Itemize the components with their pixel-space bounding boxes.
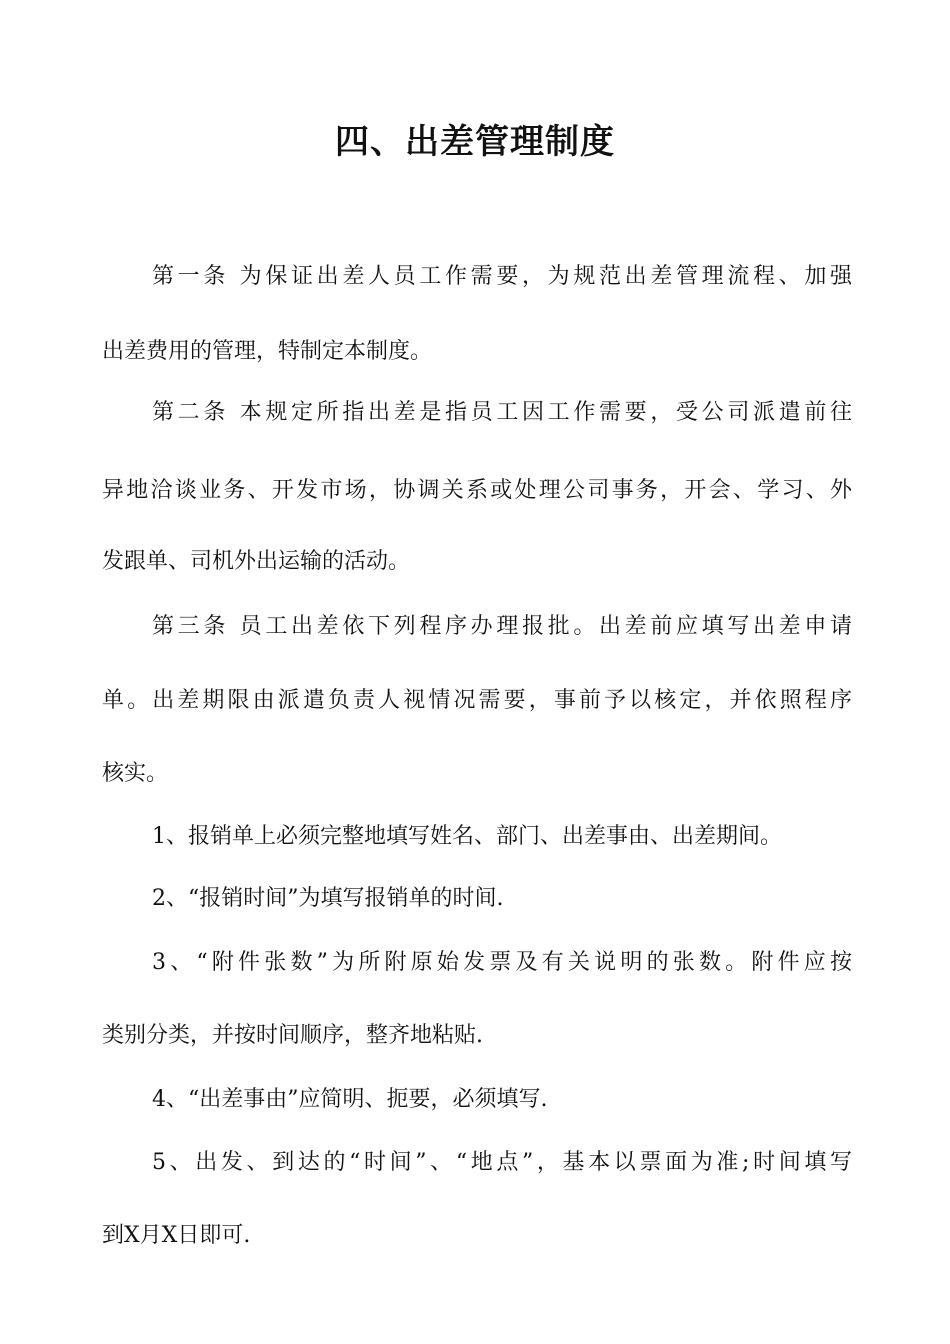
text-line-15: 到X月X日即可.: [102, 1223, 251, 1248]
text-line-8: 核实。: [102, 761, 169, 786]
text-line-11: 3、“附件张数”为所附原始发票及有关说明的张数。附件应按: [152, 950, 852, 975]
text-line-13: 4、“出差事由”应简明、扼要，必须填写.: [152, 1087, 548, 1112]
document-title: 四、出差管理制度: [335, 122, 615, 162]
text-line-2: 出差费用的管理，特制定本制度。: [102, 339, 433, 364]
text-line-14: 5、出发、到达的“时间”、“地点”，基本以票面为准;时间填写: [152, 1150, 852, 1175]
text-line-9: 1、报销单上必须完整地填写姓名、部门、出差事由、出差期间。: [152, 824, 782, 849]
text-line-10: 2、“报销时间”为填写报销单的时间.: [152, 886, 504, 911]
text-line-1: 第一条 为保证出差人员工作需要，为规范出差管理流程、加强: [152, 264, 852, 289]
text-line-6: 第三条 员工出差依下列程序办理报批。出差前应填写出差申请: [152, 614, 852, 639]
text-line-3: 第二条 本规定所指出差是指员工因工作需要，受公司派遣前往: [152, 400, 852, 425]
text-line-7: 单。出差期限由派遣负责人视情况需要，事前予以核定，并依照程序: [102, 688, 852, 713]
text-line-5: 发跟单、司机外出运输的活动。: [102, 549, 411, 574]
text-line-12: 类别分类，并按时间顺序，整齐地粘贴.: [102, 1023, 483, 1048]
text-line-4: 异地洽谈业务、开发市场，协调关系或处理公司事务，开会、学习、外: [102, 478, 852, 503]
